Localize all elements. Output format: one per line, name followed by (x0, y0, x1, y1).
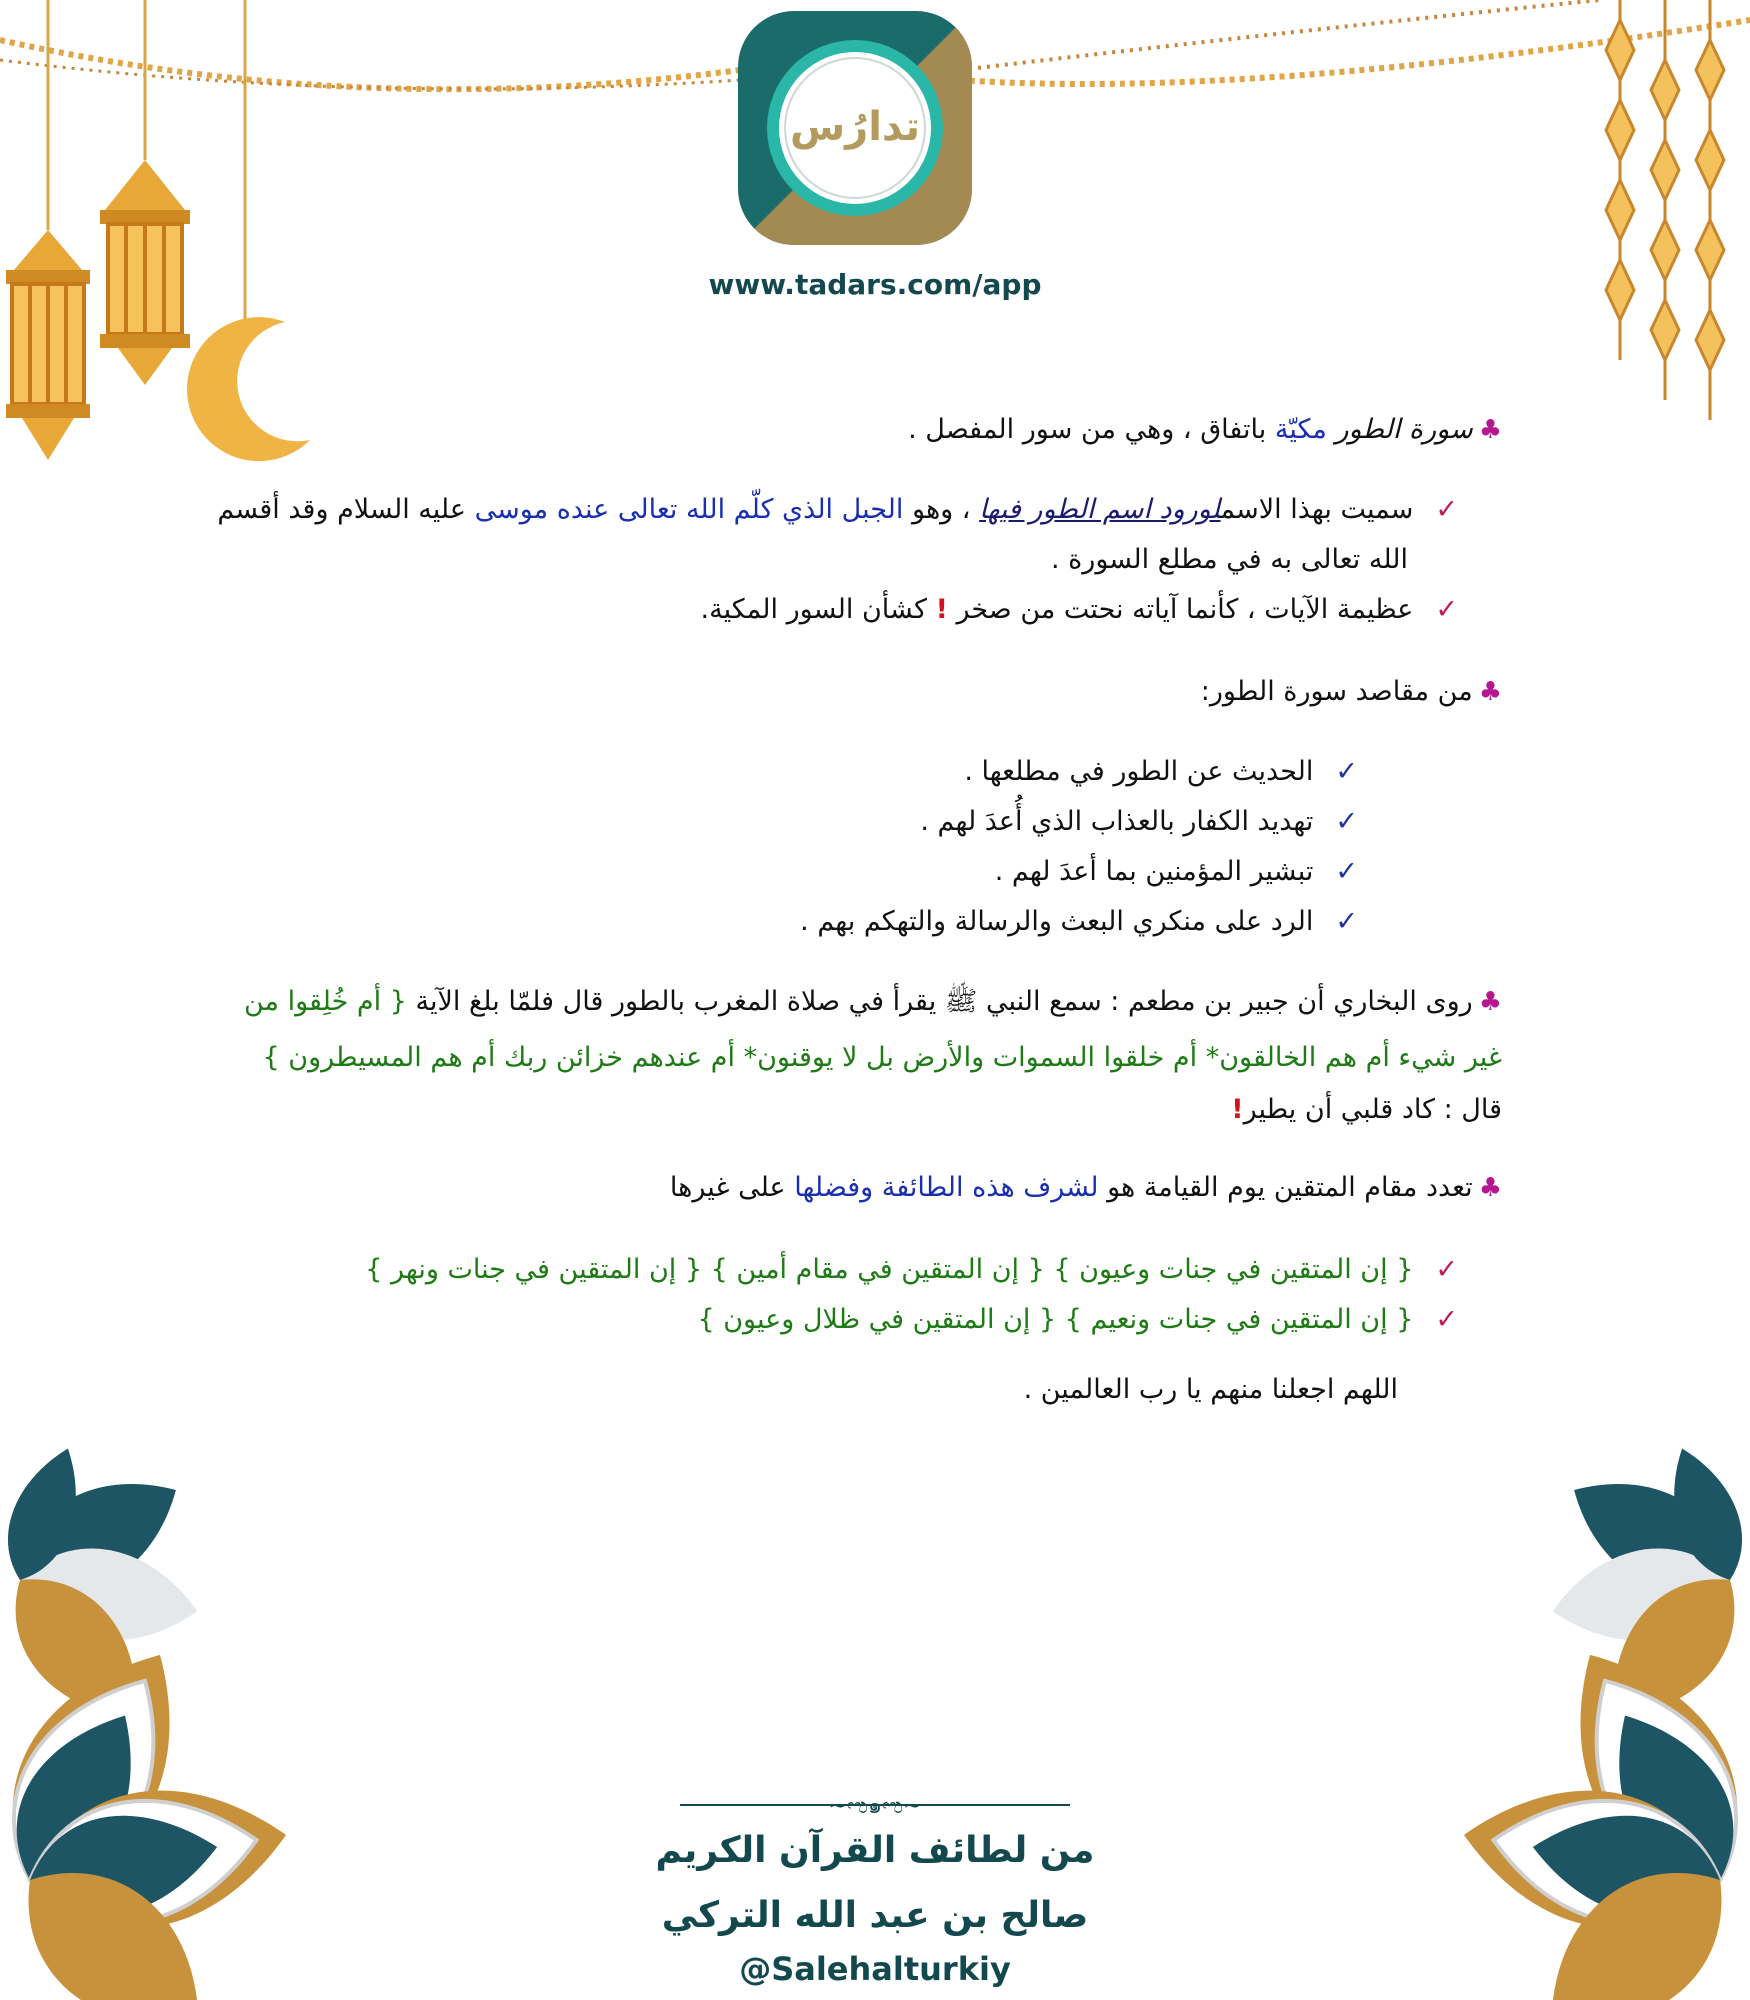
lantern-left-icon (0, 0, 330, 470)
checkmark-icon: ✓ (1435, 1304, 1458, 1335)
footer-handle[interactable]: @Salehalturkiy (739, 1950, 1011, 1988)
section2-item: ✓تهديد الكفار بالعذاب الذي أُعدَ لهم . (920, 806, 1358, 837)
checkmark-icon: ✓ (1335, 756, 1358, 787)
section4-item: ✓{ إن المتقين في جنات ونعيم } { إن المتقين في ظلال وعيون } (697, 1304, 1458, 1335)
footer-author: صالح بن عبد الله التركي (661, 1895, 1089, 1936)
checkmark-icon: ✓ (1335, 806, 1358, 837)
section1-title: ♣سورة الطور مكيّة باتفاق ، وهي من سور المفصل . (908, 414, 1502, 445)
section2-title: ♣من مقاصد سورة الطور: (1200, 676, 1502, 707)
section2-item: ✓الرد على منكري البعث والرسالة والتهكم بهم . (800, 906, 1358, 937)
section2-item: ✓تبشير المؤمنين بما أعدَ لهم . (994, 856, 1358, 887)
hanging-ornaments-right-icon (1580, 0, 1750, 430)
checkmark-icon: ✓ (1335, 906, 1358, 937)
logo-text: تدارُس (789, 104, 921, 150)
tadars-logo (732, 5, 978, 251)
section1-item-2: ✓عظيمة الآيات ، كأنما آياته نحتت من صخر ! كشأن السور المكية. (700, 594, 1458, 625)
section2-item: ✓الحديث عن الطور في مطلعها . (964, 756, 1358, 787)
dua-text: اللهم اجعلنا منهم يا رب العالمين . (1023, 1374, 1398, 1405)
checkmark-icon: ✓ (1335, 856, 1358, 887)
section3-line2: غير شيء أم هم الخالقون* أم خلقوا السموات والأرض بل لا يوقنون* أم عندهم خزائن ربك أم هم المسيطرون } (262, 1042, 1502, 1073)
checkmark-icon: ✓ (1435, 1254, 1458, 1285)
section4-item: ✓{ إن المتقين في جنات وعيون } { إن المتقين في مقام أمين } { إن المتقين في جنات ونهر } (365, 1254, 1458, 1285)
checkmark-icon: ✓ (1435, 594, 1458, 625)
section4-title: ♣تعدد مقام المتقين يوم القيامة هو لشرف هذه الطائفة وفضلها على غيرها (669, 1172, 1502, 1203)
site-url[interactable]: www.tadars.com/app (708, 268, 1042, 301)
section3-line3: قال : كاد قلبي أن يطير! (1231, 1094, 1502, 1125)
footer-title: من لطائف القرآن الكريم (655, 1830, 1095, 1871)
section1-item-1-line2: الله تعالى به في مطلع السورة . (1051, 544, 1408, 575)
checkmark-icon: ✓ (1435, 494, 1458, 525)
footer-ornament: ~ಌ๑ಌ~ (828, 1794, 922, 1819)
section1-item-1: ✓سميت بهذا الاسملورود اسم الطور فيها ، وهو الجبل الذي كلّم الله تعالى عنده موسى عليه السلام وقد أقسم (217, 494, 1458, 525)
section3-line1: ♣روى البخاري أن جبير بن مطعم : سمع النبي ﷺ يقرأ في صلاة المغرب بالطور قال فلمّا بلغ الآية { أم خُلِقوا من (243, 986, 1502, 1017)
